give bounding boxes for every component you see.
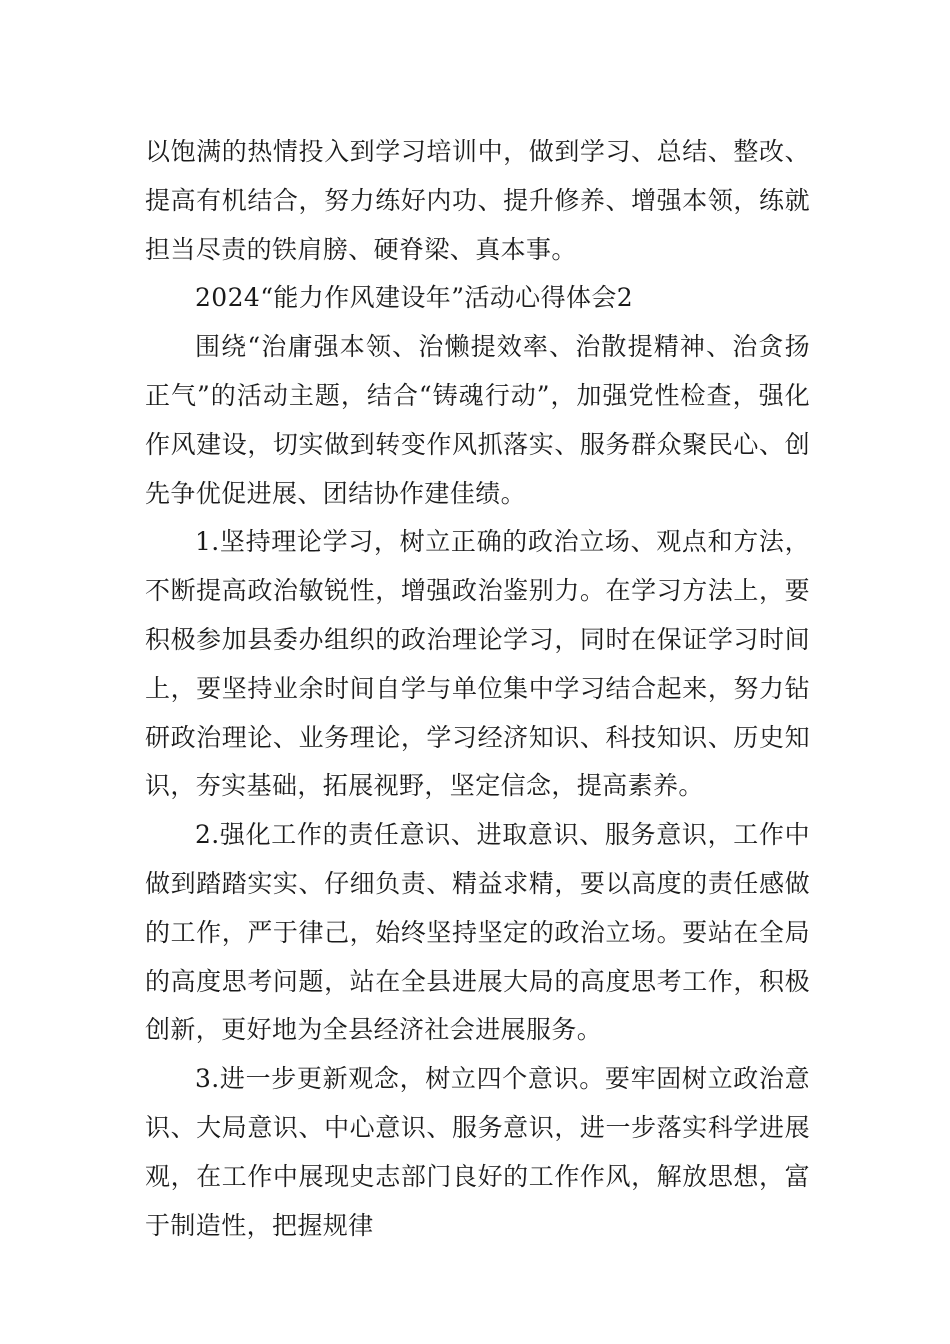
document-body <box>145 128 810 1250</box>
paragraph-item-3: 3.进一步更新观念，树立四个意识。要牢固树立政治意识、大局意识、中心意识、服务意识，进一步落实科学进展观，在工作中展现史志部门良好的工作作风，解放思想，富于制造性，把握规律 <box>145 1064 810 1240</box>
paragraph-continuation: 以饱满的热情投入到学习培训中，做到学习、总结、整改、提高有机结合，努力练好内功、提升修养、增强本领，练就担当尽责的铁肩膀、硬脊梁、真本事。 <box>145 137 810 264</box>
paragraph-item-2: 2.强化工作的责任意识、进取意识、服务意识，工作中做到踏踏实实、仔细负责、精益求精，要以高度的责任感做的工作，严于律己，始终坚持坚定的政治立场。要站在全局的高度思考问题，站在全县进展大局的高度思考工作，积极创新，更好地为全县经济社会进展服务。 <box>145 820 810 1045</box>
paragraph-intro: 围绕“治庸强本领、治懒提效率、治散提精神、治贪扬正气”的活动主题，结合“铸魂行动”，加强党性检查，强化作风建设，切实做到转变作风抓落实、服务群众聚民心、创先争优促进展、团结协作建佳绩。 <box>145 332 810 508</box>
section-subtitle: 2024“能力作风建设年”活动心得体会2 <box>195 283 634 313</box>
paragraph-item-1: 1.坚持理论学习，树立正确的政治立场、观点和方法，不断提高政治敏锐性，增强政治鉴别力。在学习方法上，要积极参加县委办组织的政治理论学习，同时在保证学习时间上，要坚持业余时间自学与单位集中学习结合起来，努力钻研政治理论、业务理论，学习经济知识、科技知识、历史知识，夯实基础，拓展视野，坚定信念，提高素养。 <box>145 527 810 801</box>
